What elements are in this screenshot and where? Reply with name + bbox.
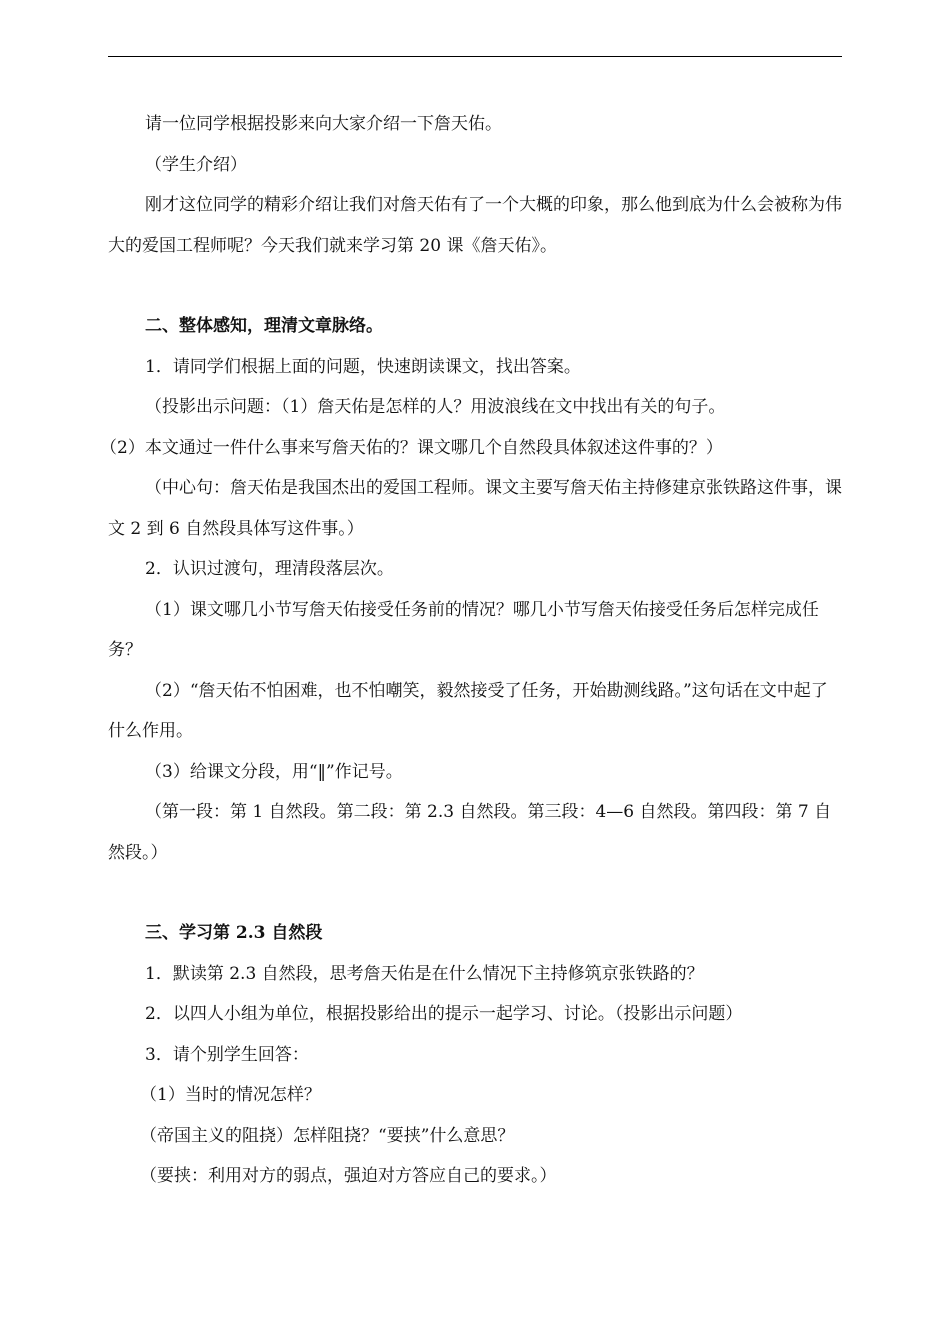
paragraph-sub-question-1: （1）课文哪几小节写詹天佑接受任务前的情况？哪几小节写詹天佑接受任务后怎样完成任务？ — [108, 599, 819, 660]
paragraph-definition: （要挟：利用对方的弱点，强迫对方答应自己的要求。） — [140, 1166, 557, 1186]
header-rule — [108, 56, 842, 57]
paragraph-obstruction-question: （帝国主义的阻挠）怎样阻挠？“要挟”什么意思？ — [140, 1125, 515, 1146]
paragraph-intro-request: 请一位同学根据投影来向大家介绍一下詹天佑。 — [145, 114, 502, 134]
paragraph-question-2: （2）本文通过一件什么事来写詹天佑的？课文哪几个自然段具体叙述这件事的？） — [100, 437, 723, 458]
paragraph-student-intro: （学生介绍） — [145, 154, 247, 175]
list-item-3-2: 2．以四人小组为单位，根据投影给出的提示一起学习、讨论。（投影出示问题） — [145, 1004, 743, 1024]
section-heading-3: 三、学习第 2.3 自然段 — [145, 923, 323, 943]
paragraph-situation-question: （1）当时的情况怎样？ — [140, 1085, 321, 1105]
section-gap — [108, 873, 842, 913]
section-gap — [108, 266, 842, 306]
paragraph-projection-question: （投影出示问题：（1）詹天佑是怎样的人？用波浪线在文中找出有关的句子。 — [145, 397, 726, 417]
section-heading-2: 二、整体感知，理清文章脉络。 — [145, 316, 383, 336]
paragraph-lead-in: 刚才这位同学的精彩介绍让我们对詹天佑有了一个大概的印象，那么他到底为什么会被称为伟大的爱国工程师呢？今天我们就来学习第 20 课《詹天佑》。 — [108, 195, 842, 256]
list-item-3-3: 3．请个别学生回答： — [145, 1044, 309, 1065]
list-item-2-2: 2．认识过渡句，理清段落层次。 — [145, 559, 394, 579]
list-item-2-1: 1．请同学们根据上面的问题，快速朗读课文，找出答案。 — [145, 356, 581, 377]
list-item-3-1: 1．默读第 2.3 自然段，思考詹天佑是在什么情况下主持修筑京张铁路的？ — [145, 963, 704, 984]
paragraph-sub-question-2: （2）“詹天佑不怕困难，也不怕嘲笑，毅然接受了任务，开始勘测线路。”这句话在文中起了什么作用。 — [108, 680, 828, 741]
paragraph-sub-question-3: （3）给课文分段，用“‖”作记号。 — [145, 761, 403, 782]
document-body — [100, 104, 842, 1197]
paragraph-central-sentence: （中心句：詹天佑是我国杰出的爱国工程师。课文主要写詹天佑主持修建京张铁路这件事，课文 2 到 6 自然段具体写这件事。） — [108, 478, 842, 539]
paragraph-segment-answer: （第一段：第 1 自然段。第二段：第 2.3 自然段。第三段：4—6 自然段。第四段：第 7 自然段。） — [108, 802, 832, 863]
